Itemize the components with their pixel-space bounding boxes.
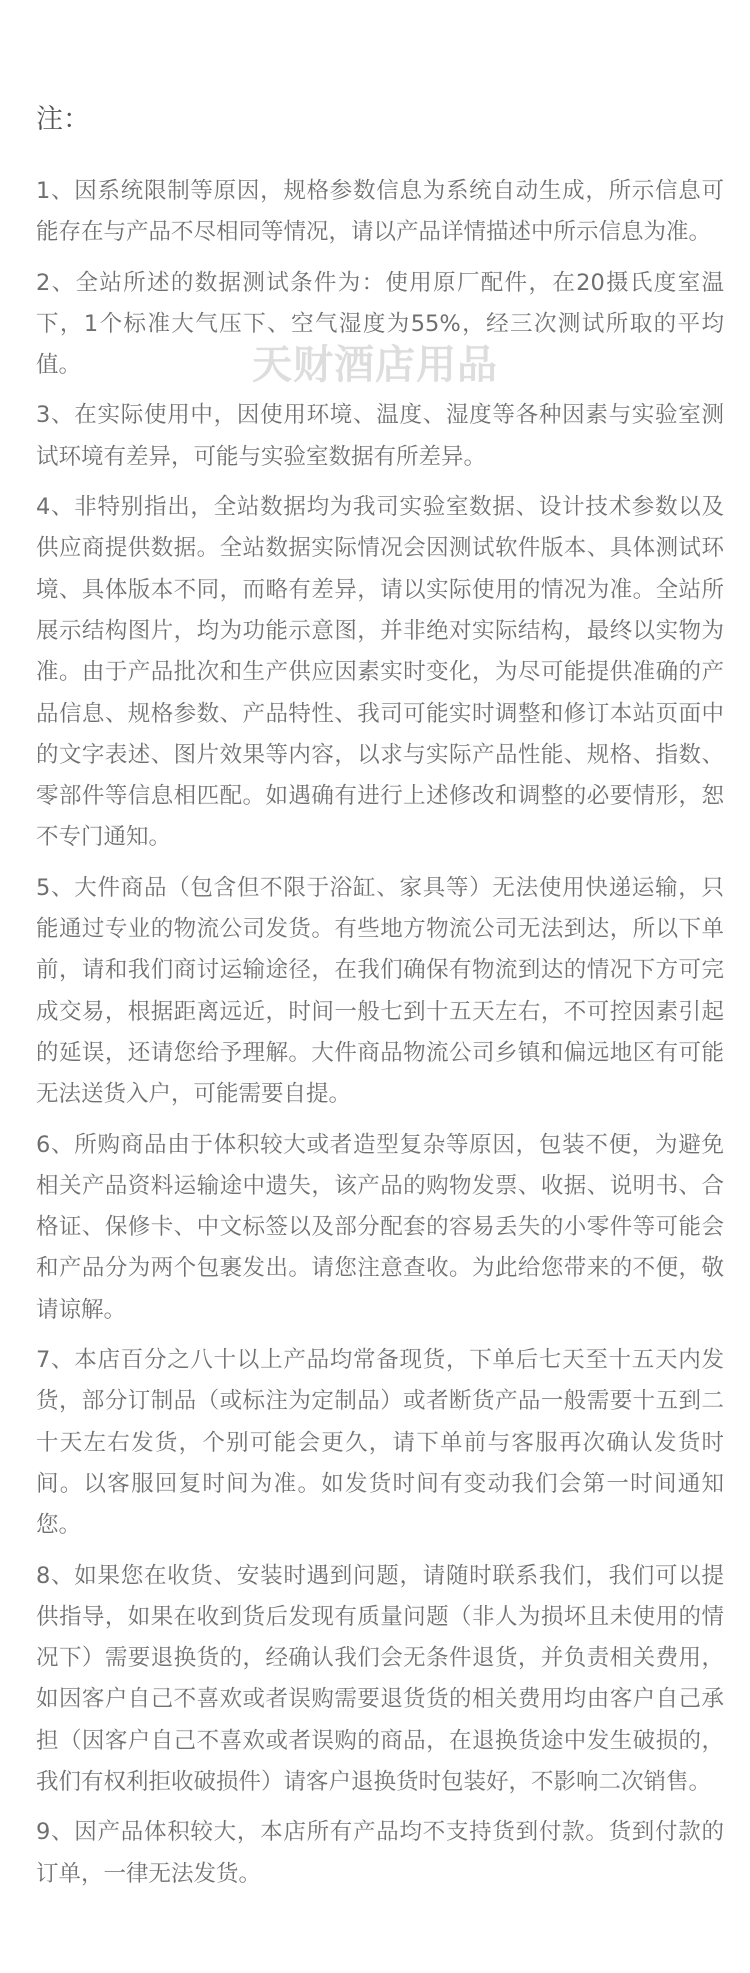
- notice-item-5: 5、大件商品（包含但不限于浴缸、家具等）无法使用快递运输，只能通过专业的物流公司发货。有些地方物流公司无法到达，所以下单前，请和我们商讨运输途径，在我们确保有物流到达的情况下方可完成交易，根据距离远近，时间一般七到十五天左右，不可控因素引起的延误，还请您给予理解。大件商品物流公司乡镇和偏远地区有可能无法送货入户，可能需要自提。: [36, 874, 724, 1108]
- notice-item-9: 9、因产品体积较大，本店所有产品均不支持货到付款。货到付款的订单，一律无法发货。: [36, 1819, 724, 1887]
- notice-item-6: 6、所购商品由于体积较大或者造型复杂等原因，包装不便，为避免相关产品资料运输途中遗失，该产品的购物发票、收据、说明书、合格证、保修卡、中文标签以及部分配套的容易丢失的小零件等可能会和产品分为两个包裹发出。请您注意查收。为此给您带来的不便，敬请谅解。: [36, 1131, 724, 1323]
- notice-item-3: 3、在实际使用中，因使用环境、温度、湿度等各种因素与实验室测试环境有差异，可能与实验室数据有所差异。: [36, 402, 724, 470]
- notice-item-8: 8、如果您在收货、安装时遇到问题，请随时联系我们，我们可以提供指导，如果在收到货后发现有质量问题（非人为损坏且未使用的情况下）需要退换货的，经确认我们会无条件退货，并负责相关费用，如因客户自己不喜欢或者误购需要退货货的相关费用均由客户自己承担（因客户自己不喜欢或者误购的商品，在退换货途中发生破损的，我们有权利拒收破损件）请客户退换货时包装好，不影响二次销售。: [36, 1562, 724, 1795]
- notice-list: [36, 171, 724, 1904]
- notice-item-2: 2、全站所述的数据测试条件为：使用原厂配件，在20摄氏度室温下，1个标准大气压下、空气湿度为55%，经三次测试所取的平均值。: [36, 269, 724, 379]
- store-watermark: 天财酒店用品: [252, 342, 498, 388]
- notice-item-1: 1、因系统限制等原因，规格参数信息为系统自动生成，所示信息可能存在与产品不尽相同等情况，请以产品详情描述中所示信息为准。: [36, 178, 724, 246]
- notice-title: 注：: [36, 104, 90, 135]
- notice-item-4: 4、非特别指出，全站数据均为我司实验室数据、设计技术参数以及供应商提供数据。全站数据实际情况会因测试软件版本、具体测试环境、具体版本不同，而略有差异，请以实际使用的情况为准。全站所展示结构图片，均为功能示意图，并非绝对实际结构，最终以实物为准。由于产品批次和生产供应因素实时变化，为尽可能提供准确的产品信息、规格参数、产品特性、我司可能实时调整和修订本站页面中的文字表述、图片效果等内容，以求与实际产品性能、规格、指数、零部件等信息相匹配。如遇确有进行上述修改和调整的必要情形，恕不专门通知。: [36, 494, 724, 851]
- notice-item-7: 7、本店百分之八十以上产品均常备现货，下单后七天至十五天内发货，部分订制品（或标注为定制品）或者断货产品一般需要十五到二十天左右发货，个别可能会更久，请下单前与客服再次确认发货时间。以客服回复时间为准。如发货时间有变动我们会第一时间通知您。: [36, 1347, 724, 1539]
